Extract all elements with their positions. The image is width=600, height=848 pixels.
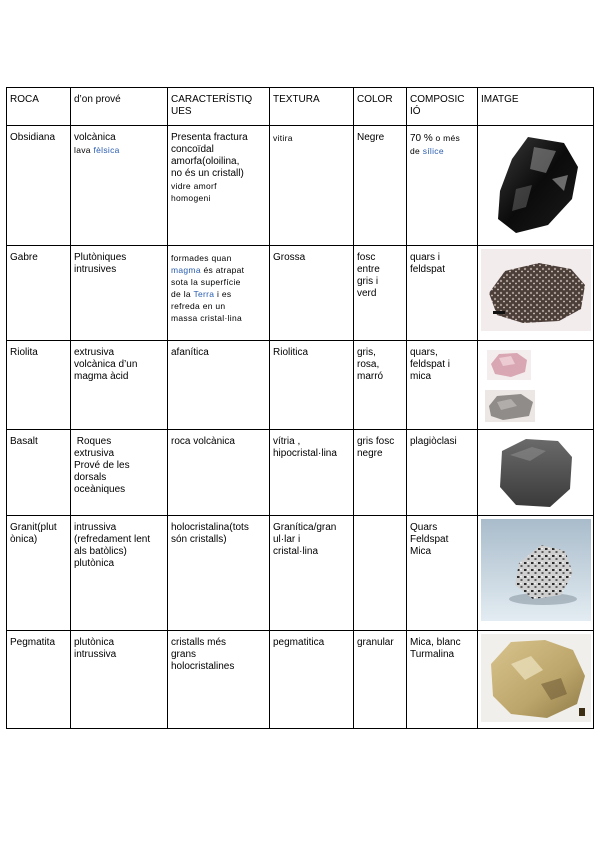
cell-textura: Riolitica [270,341,354,430]
header-color: COLOR [354,88,407,126]
cell-color: fosc entre gris i verd [354,246,407,341]
rhyolite-rock-images [481,344,591,424]
table-row-obsidiana [7,126,594,246]
gabbro-rock-image [481,249,591,331]
cell-textura: Granítica/gran ul·lar i cristal·lina [270,516,354,631]
header-roca: ROCA [7,88,71,126]
cell-composicio: Quars Feldspat Mica [407,516,478,631]
header-origen: d’on prové [71,88,168,126]
cell-origen: plutònica intrussiva [71,631,168,729]
cell-caracteristiques: formades quan magma és atrapat sota la superfície de la Terra i es refreda en un massa cristal·lina [168,246,270,341]
cell-roca: Obsidiana [7,126,71,246]
cell-roca: Riolita [7,341,71,430]
cell-color: Negre [354,126,407,246]
cell-color [354,516,407,631]
cell-composicio: Mica, blanc Turmalina [407,631,478,729]
cell-roca: Granit(plut ònica) [7,516,71,631]
cell-textura: vítria , hipocristal·lina [270,430,354,516]
cell-caracteristiques: roca volcànica [168,430,270,516]
cell-imatge [478,631,594,729]
cell-origen: Roques extrusiva Prové de les dorsals oceàniques [71,430,168,516]
cell-imatge [478,430,594,516]
cell-composicio: quars i feldspat [407,246,478,341]
link-magma[interactable]: magma [171,265,201,275]
header-row [7,88,594,126]
cell-caracteristiques: holocristalina(tots són cristalls) [168,516,270,631]
link-felsica[interactable]: fèlsica [93,145,120,155]
pegmatite-rock-image [481,634,591,722]
header-caracteristiques: CARACTERÍSTIQ UES [168,88,270,126]
cell-color: granular [354,631,407,729]
cell-imatge [478,516,594,631]
cell-composicio: plagiòclasi [407,430,478,516]
table-row-pegmatita [7,631,594,729]
table-row-gabre [7,246,594,341]
cell-roca: Basalt [7,430,71,516]
cell-origen: extrusiva volcànica d’un magma àcid [71,341,168,430]
cell-caracteristiques: afanítica [168,341,270,430]
header-textura: TEXTURA [270,88,354,126]
obsidian-rock-image [486,129,586,239]
rocks-table [6,87,594,729]
cell-color: gris fosc negre [354,430,407,516]
cell-textura: Grossa [270,246,354,341]
cell-caracteristiques: cristalls més grans holocristalines [168,631,270,729]
header-imatge: IMATGE [478,88,594,126]
cell-textura: vitira [270,126,354,246]
cell-imatge [478,126,594,246]
cell-imatge [478,246,594,341]
cell-composicio: 70 % o més de sílice [407,126,478,246]
cell-composicio: quars, feldspat i mica [407,341,478,430]
cell-roca: Pegmatita [7,631,71,729]
cell-imatge [478,341,594,430]
cell-caracteristiques: Presenta fractura concoïdal amorfa(oloilina, no és un cristall) vidre amorf homogeni [168,126,270,246]
header-composicio: COMPOSIC IÓ [407,88,478,126]
table-row-basalt [7,430,594,516]
cell-origen: intrussiva (refredament lent als batòlics) plutònica [71,516,168,631]
basalt-rock-image [496,433,576,511]
cell-color: gris, rosa, marró [354,341,407,430]
cell-origen: volcànica lava fèlsica [71,126,168,246]
link-silice[interactable]: sílice [422,146,444,156]
cell-roca: Gabre [7,246,71,341]
table-row-granit [7,516,594,631]
granite-rock-image [481,519,591,621]
cell-origen: Plutòniques intrusives [71,246,168,341]
table-row-riolita [7,341,594,430]
link-terra[interactable]: Terra [193,289,215,299]
cell-textura: pegmatitica [270,631,354,729]
